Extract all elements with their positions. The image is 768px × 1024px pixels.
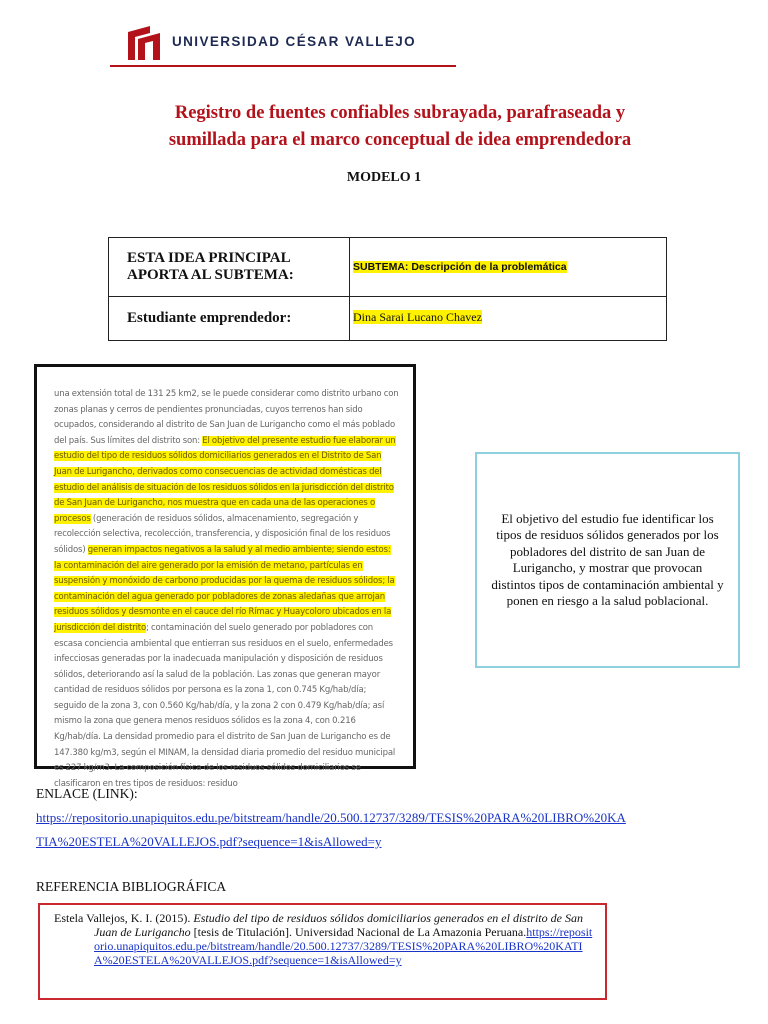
university-name: UNIVERSIDAD CÉSAR VALLEJO [172, 34, 417, 49]
summary-box [475, 452, 740, 668]
excerpt-part-1: una extensión total de 131 25 km2, se le puede considerar como distrito urbano con zonas planas y cerros de pendientes pronunciadas, cuyos terrenos han sido ocupados, considerando al distrito de San Juan de Lurigancho como el más poblado del país. Sus límites del distrito son: [54, 389, 399, 446]
excerpt-text [54, 387, 399, 792]
student-label-cell [109, 297, 350, 341]
reference-link[interactable]: https://repositorio.unapiquitos.edu.pe/bitstream/handle/20.500.12737/3289/TESIS%20PARA%20LIBRO%20KATIA%20ESTELA%20VALLEJOS.pdf?sequence=1&isAllowed=y [94, 925, 593, 967]
subtopic-value-cell [350, 238, 667, 297]
excerpt-part-3: ; contaminación del suelo generado por pobladores con escasa conciencia ambiental que entierran sus residuos en el suelo, enfermedades infecciosas generadas por la inadecuada manipulación y disposición de residuos sólidos, deteriorando así la salud de la población. Las zonas que generan mayor cantidad de residuos sólidos por persona es la zona 1, con 0.745 Kg/hab/día; seguido de la zona 3, con 0.560 Kg/hab/día, y la zona 2 con 0.479 Kg/hab/día; así mismo la zona que genera menos residuos sólidos es la zona 4, con 0.216 Kg/hab/día. La densidad promedio para el distrito de San Juan de Lurigancho es de 147.380 kg/m3, según el MINAM, la densidad diaria promedio del residuo municipal es 227 kg/m3. La composición física de los residuos sólidos domiciliarios se clasificaron en tres tipos de residuos: residuo [54, 622, 396, 789]
reference-title: Estudio del tipo de residuos sólidos domiciliarios generados en el distrito de San Juan de Lurigancho [94, 911, 583, 939]
university-logo-icon [128, 26, 160, 60]
document-title [100, 100, 700, 154]
subtopic-label-cell [109, 238, 350, 297]
reference-authors: Estela Vallejos, K. I. (2015). [54, 911, 194, 925]
link-label: ENLACE (LINK): [36, 786, 138, 801]
reference-publisher: [tesis de Titulación]. Universidad Nacional de La Amazonia Peruana. [190, 925, 527, 939]
student-label: Estudiante emprendedor: [127, 310, 292, 326]
subtopic-value: SUBTEMA: Descripción de la problemática [353, 261, 567, 273]
reference-box [38, 903, 607, 1000]
reference-text [54, 911, 595, 967]
subtopic-label-line-2: APORTA AL SUBTEMA: [127, 267, 294, 283]
source-link-line-1[interactable]: https://repositorio.unapiquitos.edu.pe/bitstream/handle/20.500.12737/3289/TESIS%20PARA%20LIBRO%20KA [36, 810, 626, 825]
student-value-cell [350, 297, 667, 341]
excerpt-highlight-1: El objetivo del presente estudio fue elaborar un estudio del tipo de residuos sólidos domiciliarios generados en el Distrito de San Juan de Lurigancho, derivados como consecuencias de actividad domésticas del estudio del análisis de situación de los residuos sólidos en la jurisdicción del distrito de San Juan de Lurigancho, nos muestra que en cada una de las operaciones o procesos [54, 435, 396, 524]
document-title-line-2: sumillada para el marco conceptual de idea emprendedora [168, 130, 632, 150]
source-excerpt-image [34, 364, 416, 789]
source-link-line-2[interactable]: TIA%20ESTELA%20VALLEJOS.pdf?sequence=1&isAllowed=y [36, 834, 382, 849]
table-row [109, 297, 667, 341]
document-title-line-1: Registro de fuentes confiables subrayada, parafraseada y [174, 103, 626, 123]
reference-label: REFERENCIA BIBLIOGRÁFICA [36, 879, 227, 894]
excerpt-part-2: (generación de residuos sólidos, almacenamiento, segregación y recolección selectiva, recolección, transferencia, y disposición final de los residuos sólidos) [54, 513, 391, 555]
excerpt-highlight-2: generan impactos negativos a la salud y al medio ambiente; siendo estos: la contaminación del aire generado por la emisión de metano, partículas en suspensión y monóxido de carbono producidas por la quema de residuos sólidos; la contaminación del agua generado por pobladores de zonas aledañas que arrojan residuos sólidos y desmonte en el cauce del río Rímac y Huaycoloro ubicados en la jurisdicción del distrito [54, 544, 395, 633]
subtopic-table [108, 237, 667, 341]
summary-text: El objetivo del estudio fue identificar los tipos de residuos sólidos generados por los pobladores del distrito de san Juan de Lurigancho, y mostrar que provocan distintos tipos de contaminación ambiental y ponen en riesgo a la salud poblacional. [491, 510, 724, 608]
table-row [109, 238, 667, 297]
subtopic-label-line-1: ESTA IDEA PRINCIPAL [127, 250, 291, 266]
header-divider [110, 65, 456, 67]
model-heading: MODELO 1 [346, 170, 422, 185]
student-name: Dina Sarai Lucano Chavez [353, 310, 482, 324]
